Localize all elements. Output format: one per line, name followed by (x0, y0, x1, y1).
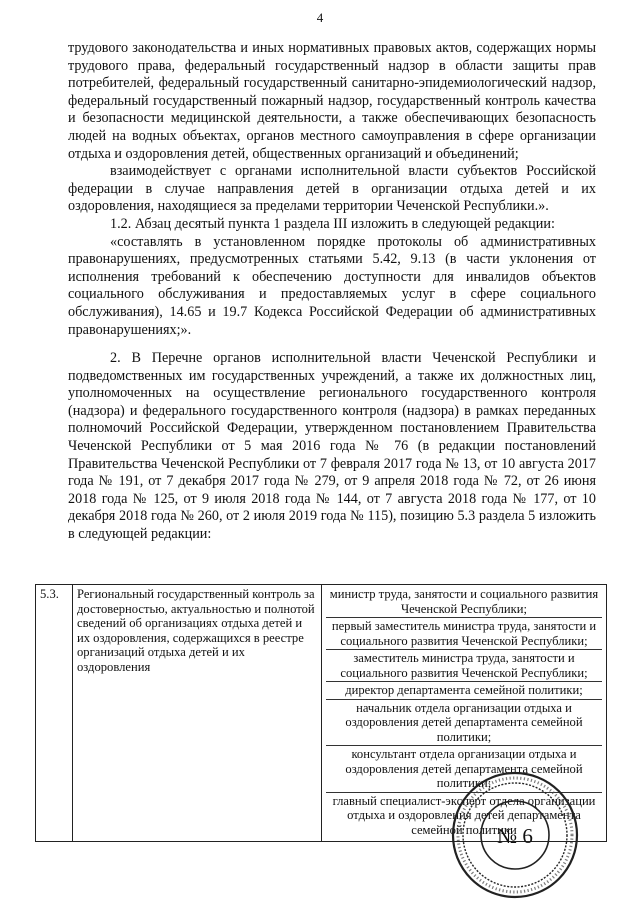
paragraph-amendment-2: 2. В Перечне органов исполнительной власти Чеченской Республики и подведомственных им государственных учреждений, а также их должностных лиц, уполномоченных на осуществление регионального государственного контроля (надзора) и федерального государственного контроля (надзора) в рамках переданных полномочий Российской Федерации, утвержденном постановлением Правительства Чеченской Республики от 5 мая 2016 года № 76 (в редакции постановлений Правительства Чеченской Республики от 7 февраля 2017 года № 13, от 10 августа 2017 года № 191, от 7 декабря 2017 года № 279, от 9 апреля 2018 года № 72, от 26 июня 2018 года № 125, от 9 июля 2018 года № 144, от 7 августа 2018 года № 177, от 10 декабря 2018 года № 260, от 2 июля 2019 года № 115), позицию 5.3 раздела 5 изложить в следующей редакции: (68, 350, 596, 543)
position-item: главный специалист-эксперт отдела организации отдыха и оздоровления детей департамента семейной политики (332, 793, 596, 837)
row-number: 5.3. (36, 585, 73, 842)
position-item: директор департамента семейной политики; (326, 683, 602, 700)
paragraph-amendment-1-2: 1.2. Абзац десятый пункта 1 раздела III изложить в следующей редакции: (110, 215, 555, 232)
control-type-name: Региональный государственный контроль за достоверностью, актуальностью и полнотой сведений об организациях отдыха детей и их оздоровления, содержащихся в реестре организаций отдыха детей и их оздоровления (73, 585, 322, 842)
position-item: первый заместитель министра труда, занятости и социального развития Чеченской Республики; (326, 619, 602, 650)
paragraph-interaction: взаимодействует с органами исполнительной власти субъектов Российской федерации в случае направления детей в организации отдыха детей и их оздоровления, находящиеся за пределами территории Чеченской Республики.». (68, 163, 596, 215)
paragraph-amendment-quote: «составлять в установленном порядке протоколы об административных правонарушениях, предусмотренных статьями 5.42, 9.13 (в части уклонения от исполнения требований к обеспечению доступности для инвалидов объектов социального обслуживания и предоставляемых услуг в сфере социального обслуживания), 14.65 и 19.7 Кодекса Российской Федерации об административных правонарушениях;». (68, 233, 596, 338)
position-item: министр труда, занятости и социального развития Чеченской Республики; (326, 587, 602, 618)
position-item: начальник отдела организации отдыха и оздоровления детей департамента семейной политики; (326, 701, 602, 747)
paragraph-continuation: трудового законодательства и иных нормативных правовых актов, содержащих нормы трудового права, федеральный государственный надзор в области защиты прав потребителей, федеральный государственный санитарно-эпидемиологический надзор, федеральный государственный пожарный надзор, государственный контроль качества и безопасности медицинской деятельности, а также обеспечивающих безопасность людей на водных объектах, органов местного самоуправления в сфере организации отдыха и оздоровления детей, общественных организаций и объединений; (68, 40, 596, 162)
document-body (68, 40, 596, 544)
official-stamp (450, 770, 580, 900)
page-number: 4 (316, 10, 324, 25)
position-item: консультант отдела организации отдыха и оздоровления детей департамента семейной политики; (326, 747, 602, 793)
position-item: заместитель министра труда, занятости и социального развития Чеченской Республики; (326, 651, 602, 682)
stamp-label: № 6 (497, 824, 533, 848)
